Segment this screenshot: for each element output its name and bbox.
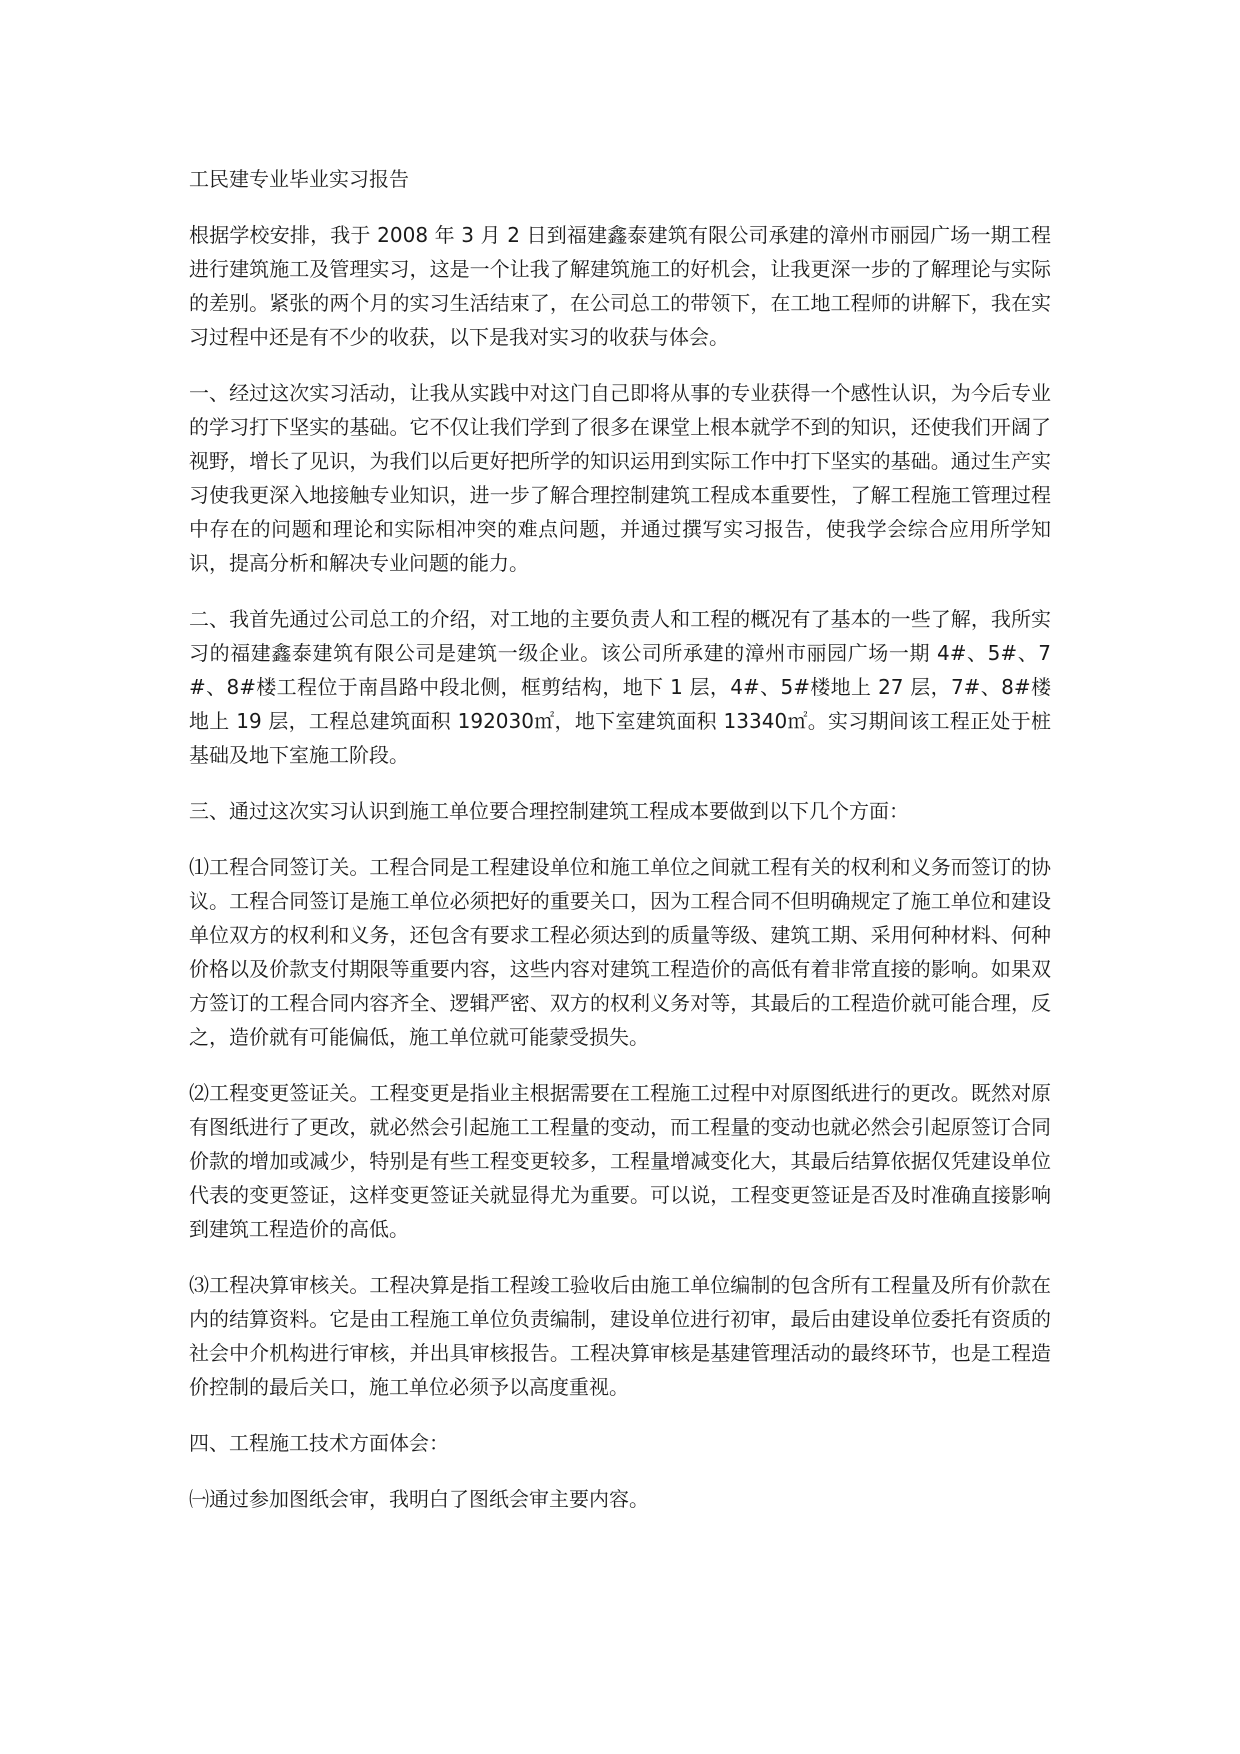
paragraph-intro: 根据学校安排，我于 2008 年 3 月 2 日到福建鑫泰建筑有限公司承建的漳州市丽园广场一期工程进行建筑施工及管理实习，这是一个让我了解建筑施工的好机会，让我更深一步的了解理论与实际的差别。紧张的两个月的实习生活结束了，在公司总工的带领下，在工地工程师的讲解下，我在实习过程中还是有不少的收获，以下是我对实习的收获与体会。 [189,223,1051,349]
paragraph-section-2: 二、我首先通过公司总工的介绍，对工地的主要负责人和工程的概况有了基本的一些了解，我所实习的福建鑫泰建筑有限公司是建筑一级企业。该公司所承建的漳州市丽园广场一期 4#、5#、7#、8#楼工程位于南昌路中段北侧，框剪结构，地下 1 层，4#、5#楼地上 27 层，7#、8#楼地上 19 层，工程总建筑面积 192030㎡，地下室建筑面积 13340㎡。实习期间该工程正处于桩基础及地下室施工阶段。 [189,607,1051,767]
paragraph-item-3: ⑶工程决算审核关。工程决算是指工程竣工验收后由施工单位编制的包含所有工程量及所有价款在内的结算资料。它是由工程施工单位负责编制，建设单位进行初审，最后由建设单位委托有资质的社会中介机构进行审核，并出具审核报告。工程决算审核是基建管理活动的最终环节，也是工程造价控制的最后关口，施工单位必须予以高度重视。 [189,1273,1051,1399]
paragraph-section-1: 一、经过这次实习活动，让我从实践中对这门自己即将从事的专业获得一个感性认识，为今后专业的学习打下坚实的基础。它不仅让我们学到了很多在课堂上根本就学不到的知识，还使我们开阔了视野，增长了见识，为我们以后更好把所学的知识运用到实际工作中打下坚实的基础。通过生产实习使我更深入地接触专业知识，进一步了解合理控制建筑工程成本重要性，了解工程施工管理过程中存在的问题和理论和实际相冲突的难点问题，并通过撰写实习报告，使我学会综合应用所学知识，提高分析和解决专业问题的能力。 [189,381,1051,575]
document-body [189,162,1051,1538]
paragraph-section-3: 三、通过这次实习认识到施工单位要合理控制建筑工程成本要做到以下几个方面： [189,799,909,823]
paragraph-item-1: ⑴工程合同签订关。工程合同是工程建设单位和施工单位之间就工程有关的权利和义务而签订的协议。工程合同签订是施工单位必须把好的重要关口，因为工程合同不但明确规定了施工单位和建设单位双方的权利和义务，还包含有要求工程必须达到的质量等级、建筑工期、采用何种材料、何种价格以及价款支付期限等重要内容，这些内容对建筑工程造价的高低有着非常直接的影响。如果双方签订的工程合同内容齐全、逻辑严密、双方的权利义务对等，其最后的工程造价就可能合理，反之，造价就有可能偏低，施工单位就可能蒙受损失。 [189,855,1051,1049]
paragraph-subitem-1: ㈠通过参加图纸会审，我明白了图纸会审主要内容。 [189,1487,649,1511]
document-title: 工民建专业毕业实习报告 [189,167,409,191]
paragraph-item-2: ⑵工程变更签证关。工程变更是指业主根据需要在工程施工过程中对原图纸进行的更改。既然对原有图纸进行了更改，就必然会引起施工工程量的变动，而工程量的变动也就必然会引起原签订合同价款的增加或减少，特别是有些工程变更较多，工程量增减变化大，其最后结算依据仅凭建设单位代表的变更签证，这样变更签证关就显得尤为重要。可以说，工程变更签证是否及时准确直接影响到建筑工程造价的高低。 [189,1081,1051,1241]
paragraph-section-4: 四、工程施工技术方面体会： [189,1431,449,1455]
